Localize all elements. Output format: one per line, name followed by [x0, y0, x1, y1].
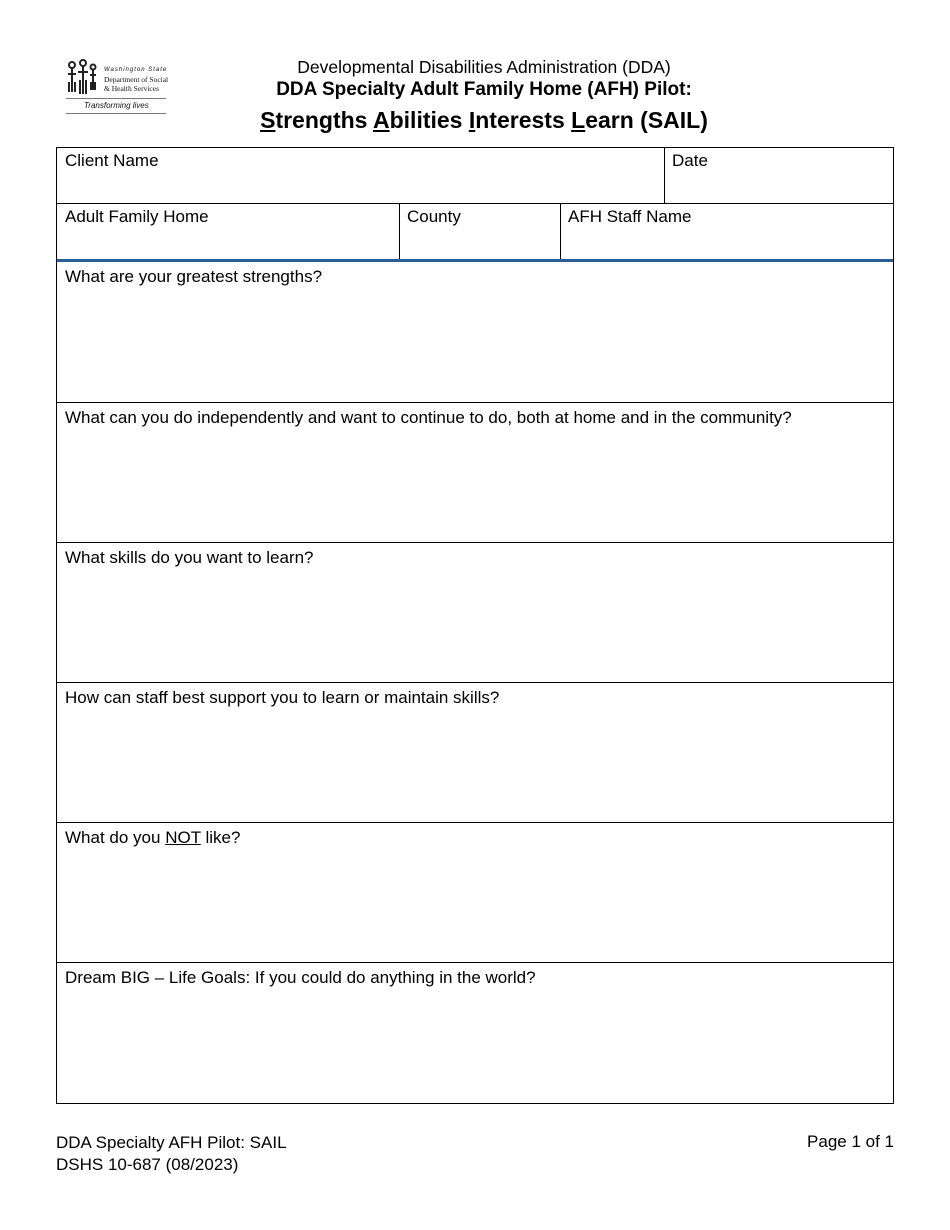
county-label: County	[407, 207, 461, 226]
footer-form-info	[56, 1132, 287, 1176]
question-label: What skills do you want to learn?	[65, 548, 314, 567]
skills-to-learn-question-field[interactable]	[57, 543, 893, 683]
form-title: Strengths Abilities Interests Learn (SAIL)	[260, 107, 708, 133]
independent-abilities-question-field[interactable]	[57, 403, 893, 543]
date-field[interactable]	[664, 148, 893, 204]
adult-family-home-label: Adult Family Home	[65, 207, 209, 226]
afh-staff-name-field[interactable]	[560, 204, 893, 260]
adult-family-home-field[interactable]	[57, 204, 399, 260]
strengths-question-field[interactable]	[57, 262, 893, 402]
logo-state-text: Washington State	[104, 67, 168, 73]
staff-support-question-field[interactable]	[57, 683, 893, 823]
footer-page-number: Page 1 of 1	[807, 1132, 894, 1151]
life-goals-question-field[interactable]	[57, 963, 893, 1103]
question-label: How can staff best support you to learn or maintain skills?	[65, 688, 500, 707]
logo-dept-text: Department of Social & Health Services	[104, 75, 169, 93]
footer-form-number: DSHS 10-687 (08/2023)	[56, 1155, 239, 1174]
county-field[interactable]	[399, 204, 560, 260]
afh-staff-name-label: AFH Staff Name	[568, 207, 692, 226]
client-name-field[interactable]	[57, 148, 664, 204]
question-label: What are your greatest strengths?	[65, 267, 323, 286]
program-heading: DDA Specialty Adult Family Home (AFH) Pilot:	[276, 79, 692, 100]
question-label: Dream BIG – Life Goals: If you could do anything in the world?	[65, 968, 536, 987]
logo-tagline: Transforming lives	[84, 101, 149, 110]
date-label: Date	[672, 151, 708, 170]
client-name-label: Client Name	[65, 151, 159, 170]
agency-heading: Developmental Disabilities Administration (DDA)	[297, 57, 671, 77]
dislikes-question-field[interactable]	[57, 823, 893, 963]
sail-form	[56, 147, 894, 1104]
question-label: What can you do independently and want to continue to do, both at home and in the community?	[65, 408, 792, 427]
question-label: What do you NOT like?	[65, 828, 241, 847]
footer-form-title: DDA Specialty AFH Pilot: SAIL	[56, 1133, 287, 1152]
